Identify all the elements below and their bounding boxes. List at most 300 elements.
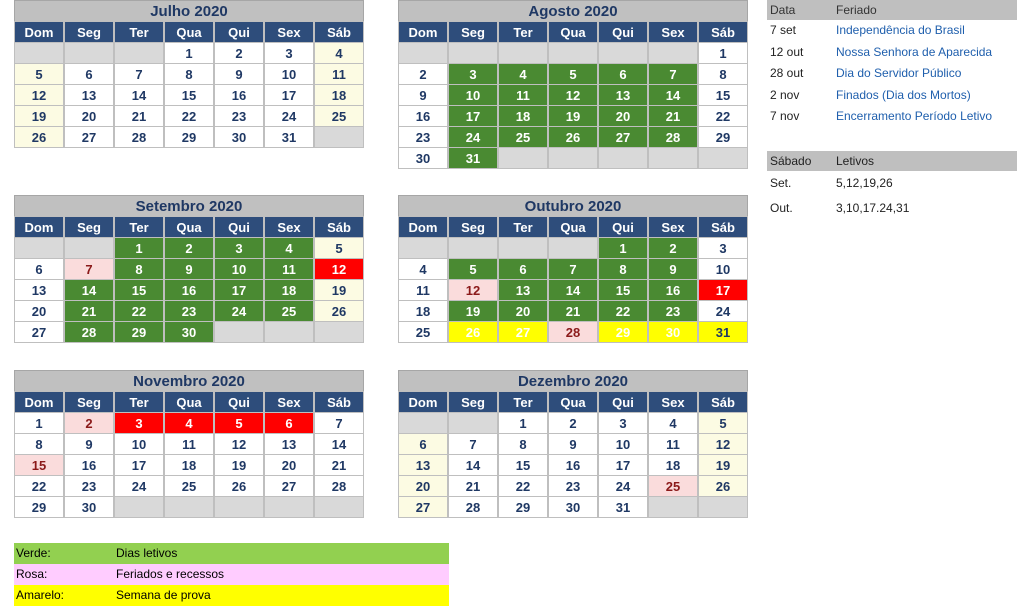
day-cell: 2 (398, 63, 448, 85)
day-cell: 16 (648, 279, 698, 301)
day-cell: 25 (648, 475, 698, 497)
empty-cell (14, 237, 64, 259)
legend-key: Verde: (16, 546, 51, 560)
weekday-header: Qua (548, 216, 598, 238)
day-cell: 2 (214, 42, 264, 64)
day-cell: 13 (64, 84, 114, 106)
day-cell: 3 (448, 63, 498, 85)
day-cell: 19 (314, 279, 364, 301)
saturdays-table (767, 151, 1017, 221)
weekday-header: Dom (398, 216, 448, 238)
day-cell: 6 (14, 258, 64, 280)
day-cell: 1 (114, 237, 164, 259)
color-legend (14, 543, 449, 606)
legend-key: Amarelo: (16, 588, 65, 602)
day-cell: 8 (698, 63, 748, 85)
day-cell: 30 (164, 321, 214, 343)
day-cell: 17 (214, 279, 264, 301)
day-cell: 27 (14, 321, 64, 343)
day-cell: 31 (698, 321, 748, 343)
day-cell: 23 (64, 475, 114, 497)
empty-cell (448, 412, 498, 434)
day-cell: 19 (698, 454, 748, 476)
day-cell: 3 (114, 412, 164, 434)
day-cell: 24 (598, 475, 648, 497)
day-cell: 26 (14, 126, 64, 148)
holidays-header-date: Data (770, 3, 796, 17)
day-cell: 15 (498, 454, 548, 476)
weekday-header: Dom (398, 21, 448, 43)
legend-row-green (14, 543, 449, 564)
empty-cell (64, 42, 114, 64)
day-cell: 11 (498, 84, 548, 106)
day-cell: 9 (164, 258, 214, 280)
day-cell: 26 (698, 475, 748, 497)
weekday-header: Qui (214, 216, 264, 238)
empty-cell (598, 147, 648, 169)
day-cell: 28 (648, 126, 698, 148)
day-cell: 7 (314, 412, 364, 434)
day-cell: 14 (114, 84, 164, 106)
weekday-header: Qui (598, 391, 648, 413)
saturday-month: Set. (770, 176, 792, 190)
day-cell: 17 (698, 279, 748, 301)
day-cell: 20 (598, 105, 648, 127)
day-cell: 1 (164, 42, 214, 64)
empty-cell (648, 496, 698, 518)
day-cell: 23 (548, 475, 598, 497)
empty-cell (448, 42, 498, 64)
day-cell: 10 (114, 433, 164, 455)
weekday-header: Sex (264, 391, 314, 413)
day-cell: 14 (448, 454, 498, 476)
weekday-header: Seg (448, 391, 498, 413)
day-cell: 22 (598, 300, 648, 322)
day-cell: 25 (498, 126, 548, 148)
day-cell: 28 (314, 475, 364, 497)
day-cell: 15 (164, 84, 214, 106)
weekday-header: Sex (648, 216, 698, 238)
day-cell: 24 (214, 300, 264, 322)
day-cell: 20 (498, 300, 548, 322)
day-cell: 29 (164, 126, 214, 148)
day-cell: 27 (398, 496, 448, 518)
day-cell: 20 (64, 105, 114, 127)
day-cell: 21 (314, 454, 364, 476)
weekday-header: Qua (548, 391, 598, 413)
saturday-days: 3,10,17.24,31 (836, 201, 910, 215)
day-cell: 12 (448, 279, 498, 301)
legend-key: Rosa: (16, 567, 48, 581)
day-cell: 30 (548, 496, 598, 518)
day-cell: 10 (214, 258, 264, 280)
empty-cell (498, 147, 548, 169)
day-cell: 16 (164, 279, 214, 301)
day-cell: 13 (398, 454, 448, 476)
day-cell: 22 (14, 475, 64, 497)
day-cell: 19 (448, 300, 498, 322)
day-cell: 2 (648, 237, 698, 259)
holidays-header (767, 0, 1017, 20)
holiday-row (767, 20, 1017, 42)
weekday-header: Qua (164, 216, 214, 238)
day-cell: 22 (114, 300, 164, 322)
empty-cell (14, 42, 64, 64)
weekday-header: Dom (398, 391, 448, 413)
day-cell: 12 (548, 84, 598, 106)
day-cell: 4 (398, 258, 448, 280)
weekday-header: Sáb (314, 21, 364, 43)
weekday-header: Sex (264, 216, 314, 238)
day-cell: 27 (598, 126, 648, 148)
weekday-header: Sex (648, 391, 698, 413)
weekday-header: Dom (14, 216, 64, 238)
day-cell: 3 (264, 42, 314, 64)
month-title: Agosto 2020 (398, 0, 748, 22)
day-cell: 22 (498, 475, 548, 497)
weekday-header: Qui (598, 21, 648, 43)
day-cell: 31 (448, 147, 498, 169)
day-cell: 18 (498, 105, 548, 127)
weekday-header: Qui (214, 391, 264, 413)
holiday-row (767, 42, 1017, 64)
day-cell: 21 (64, 300, 114, 322)
day-cell: 4 (498, 63, 548, 85)
day-cell: 23 (164, 300, 214, 322)
day-cell: 9 (548, 433, 598, 455)
day-cell: 3 (598, 412, 648, 434)
weekday-header: Qua (164, 21, 214, 43)
weekday-header: Seg (64, 216, 114, 238)
day-cell: 19 (214, 454, 264, 476)
day-cell: 25 (164, 475, 214, 497)
day-cell: 16 (214, 84, 264, 106)
day-cell: 19 (548, 105, 598, 127)
day-cell: 13 (598, 84, 648, 106)
day-cell: 1 (598, 237, 648, 259)
day-cell: 25 (264, 300, 314, 322)
day-cell: 18 (398, 300, 448, 322)
day-cell: 8 (498, 433, 548, 455)
day-cell: 9 (398, 84, 448, 106)
day-cell: 11 (314, 63, 364, 85)
day-cell: 7 (648, 63, 698, 85)
day-cell: 7 (64, 258, 114, 280)
day-cell: 11 (648, 433, 698, 455)
weekday-header: Dom (14, 391, 64, 413)
day-cell: 24 (448, 126, 498, 148)
day-cell: 18 (314, 84, 364, 106)
day-cell: 6 (64, 63, 114, 85)
day-cell: 29 (598, 321, 648, 343)
day-cell: 26 (314, 300, 364, 322)
day-cell: 18 (164, 454, 214, 476)
holiday-name: Encerramento Período Letivo (836, 109, 993, 123)
weekday-header: Qua (548, 21, 598, 43)
empty-cell (264, 321, 314, 343)
day-cell: 8 (598, 258, 648, 280)
weekday-header: Ter (114, 391, 164, 413)
holiday-row (767, 106, 1017, 128)
day-cell: 29 (498, 496, 548, 518)
holiday-name: Independência do Brasil (836, 23, 965, 37)
day-cell: 28 (448, 496, 498, 518)
day-cell: 30 (648, 321, 698, 343)
day-cell: 10 (698, 258, 748, 280)
day-cell: 23 (398, 126, 448, 148)
empty-cell (398, 237, 448, 259)
day-cell: 29 (14, 496, 64, 518)
day-cell: 16 (398, 105, 448, 127)
legend-label: Dias letivos (116, 546, 178, 560)
month-grid (14, 22, 364, 148)
day-cell: 15 (698, 84, 748, 106)
day-cell: 5 (14, 63, 64, 85)
day-cell: 12 (214, 433, 264, 455)
weekday-header: Ter (498, 21, 548, 43)
day-cell: 17 (448, 105, 498, 127)
weekday-header: Seg (64, 391, 114, 413)
day-cell: 27 (264, 475, 314, 497)
day-cell: 16 (548, 454, 598, 476)
weekday-header: Ter (114, 216, 164, 238)
day-cell: 14 (314, 433, 364, 455)
holiday-name: Finados (Dia dos Mortos) (836, 87, 971, 102)
day-cell: 30 (64, 496, 114, 518)
day-cell: 4 (314, 42, 364, 64)
day-cell: 30 (398, 147, 448, 169)
holiday-date: 7 nov (770, 109, 800, 123)
empty-cell (648, 147, 698, 169)
day-cell: 3 (214, 237, 264, 259)
empty-cell (548, 237, 598, 259)
day-cell: 9 (64, 433, 114, 455)
day-cell: 2 (548, 412, 598, 434)
day-cell: 30 (214, 126, 264, 148)
day-cell: 12 (314, 258, 364, 280)
empty-cell (498, 42, 548, 64)
month-grid (398, 392, 748, 518)
weekday-header: Sáb (314, 391, 364, 413)
saturdays-header-letivos: Letivos (836, 154, 875, 168)
calendar-july (14, 0, 364, 148)
day-cell: 24 (264, 105, 314, 127)
holiday-name: Dia do Servidor Público (836, 66, 962, 80)
weekday-header: Seg (448, 216, 498, 238)
day-cell: 1 (14, 412, 64, 434)
saturday-month: Out. (770, 201, 793, 215)
day-cell: 26 (214, 475, 264, 497)
day-cell: 21 (114, 105, 164, 127)
day-cell: 6 (398, 433, 448, 455)
day-cell: 21 (648, 105, 698, 127)
day-cell: 10 (598, 433, 648, 455)
day-cell: 17 (114, 454, 164, 476)
empty-cell (498, 237, 548, 259)
day-cell: 12 (14, 84, 64, 106)
day-cell: 6 (264, 412, 314, 434)
day-cell: 19 (14, 105, 64, 127)
empty-cell (548, 147, 598, 169)
day-cell: 20 (398, 475, 448, 497)
month-title: Novembro 2020 (14, 370, 364, 392)
day-cell: 25 (398, 321, 448, 343)
day-cell: 5 (548, 63, 598, 85)
day-cell: 6 (598, 63, 648, 85)
day-cell: 3 (698, 237, 748, 259)
empty-cell (314, 126, 364, 148)
month-grid (14, 392, 364, 518)
day-cell: 31 (598, 496, 648, 518)
day-cell: 28 (114, 126, 164, 148)
day-cell: 12 (698, 433, 748, 455)
day-cell: 15 (14, 454, 64, 476)
calendar-october (398, 195, 748, 343)
day-cell: 11 (398, 279, 448, 301)
day-cell: 10 (448, 84, 498, 106)
day-cell: 4 (264, 237, 314, 259)
day-cell: 9 (214, 63, 264, 85)
day-cell: 20 (264, 454, 314, 476)
holidays-table (767, 0, 1017, 128)
day-cell: 22 (164, 105, 214, 127)
day-cell: 11 (164, 433, 214, 455)
empty-cell (698, 147, 748, 169)
weekday-header: Sáb (698, 21, 748, 43)
empty-cell (548, 42, 598, 64)
month-title: Dezembro 2020 (398, 370, 748, 392)
empty-cell (64, 237, 114, 259)
day-cell: 13 (14, 279, 64, 301)
saturdays-header (767, 151, 1017, 171)
day-cell: 25 (314, 105, 364, 127)
weekday-header: Ter (498, 216, 548, 238)
empty-cell (598, 42, 648, 64)
day-cell: 5 (698, 412, 748, 434)
legend-label: Feriados e recessos (116, 567, 225, 581)
day-cell: 13 (264, 433, 314, 455)
day-cell: 17 (598, 454, 648, 476)
day-cell: 21 (448, 475, 498, 497)
holiday-row (767, 63, 1017, 85)
month-grid (14, 217, 364, 343)
saturday-row (767, 196, 1017, 221)
day-cell: 21 (548, 300, 598, 322)
calendar-december (398, 370, 748, 518)
day-cell: 23 (648, 300, 698, 322)
day-cell: 14 (64, 279, 114, 301)
day-cell: 27 (64, 126, 114, 148)
day-cell: 7 (448, 433, 498, 455)
empty-cell (114, 496, 164, 518)
weekday-header: Sex (648, 21, 698, 43)
saturday-row (767, 171, 1017, 196)
weekday-header: Sáb (698, 391, 748, 413)
day-cell: 9 (648, 258, 698, 280)
weekday-header: Sex (264, 21, 314, 43)
empty-cell (398, 42, 448, 64)
day-cell: 27 (498, 321, 548, 343)
day-cell: 1 (698, 42, 748, 64)
empty-cell (264, 496, 314, 518)
day-cell: 26 (448, 321, 498, 343)
day-cell: 5 (214, 412, 264, 434)
day-cell: 8 (164, 63, 214, 85)
weekday-header: Seg (64, 21, 114, 43)
saturday-days: 5,12,19,26 (836, 176, 893, 190)
month-title: Setembro 2020 (14, 195, 364, 217)
day-cell: 10 (264, 63, 314, 85)
day-cell: 18 (264, 279, 314, 301)
day-cell: 31 (264, 126, 314, 148)
day-cell: 8 (14, 433, 64, 455)
day-cell: 5 (448, 258, 498, 280)
weekday-header: Qua (164, 391, 214, 413)
holiday-date: 2 nov (770, 87, 800, 102)
month-grid (398, 22, 748, 169)
day-cell: 14 (548, 279, 598, 301)
day-cell: 4 (648, 412, 698, 434)
empty-cell (448, 237, 498, 259)
holiday-date: 28 out (770, 66, 804, 80)
legend-row-pink (14, 564, 449, 585)
day-cell: 20 (14, 300, 64, 322)
day-cell: 1 (498, 412, 548, 434)
holiday-date: 7 set (770, 23, 797, 37)
calendar-august (398, 0, 748, 169)
day-cell: 17 (264, 84, 314, 106)
day-cell: 14 (648, 84, 698, 106)
day-cell: 2 (64, 412, 114, 434)
day-cell: 24 (114, 475, 164, 497)
day-cell: 15 (114, 279, 164, 301)
day-cell: 13 (498, 279, 548, 301)
day-cell: 18 (648, 454, 698, 476)
holiday-name: Nossa Senhora de Aparecida (836, 44, 993, 59)
day-cell: 23 (214, 105, 264, 127)
empty-cell (398, 412, 448, 434)
weekday-header: Qui (598, 216, 648, 238)
holiday-date: 12 out (770, 44, 804, 59)
holiday-row (767, 85, 1017, 107)
weekday-header: Sáb (698, 216, 748, 238)
weekday-header: Sáb (314, 216, 364, 238)
empty-cell (214, 496, 264, 518)
legend-label: Semana de prova (116, 588, 211, 602)
empty-cell (698, 496, 748, 518)
day-cell: 28 (64, 321, 114, 343)
calendar-september (14, 195, 364, 343)
day-cell: 29 (114, 321, 164, 343)
empty-cell (648, 42, 698, 64)
weekday-header: Qui (214, 21, 264, 43)
empty-cell (314, 321, 364, 343)
day-cell: 6 (498, 258, 548, 280)
day-cell: 29 (698, 126, 748, 148)
day-cell: 15 (598, 279, 648, 301)
weekday-header: Dom (14, 21, 64, 43)
day-cell: 26 (548, 126, 598, 148)
day-cell: 24 (698, 300, 748, 322)
empty-cell (164, 496, 214, 518)
day-cell: 4 (164, 412, 214, 434)
month-title: Julho 2020 (14, 0, 364, 22)
weekday-header: Ter (114, 21, 164, 43)
saturdays-header-day: Sábado (770, 154, 812, 168)
empty-cell (214, 321, 264, 343)
month-title: Outubro 2020 (398, 195, 748, 217)
day-cell: 8 (114, 258, 164, 280)
